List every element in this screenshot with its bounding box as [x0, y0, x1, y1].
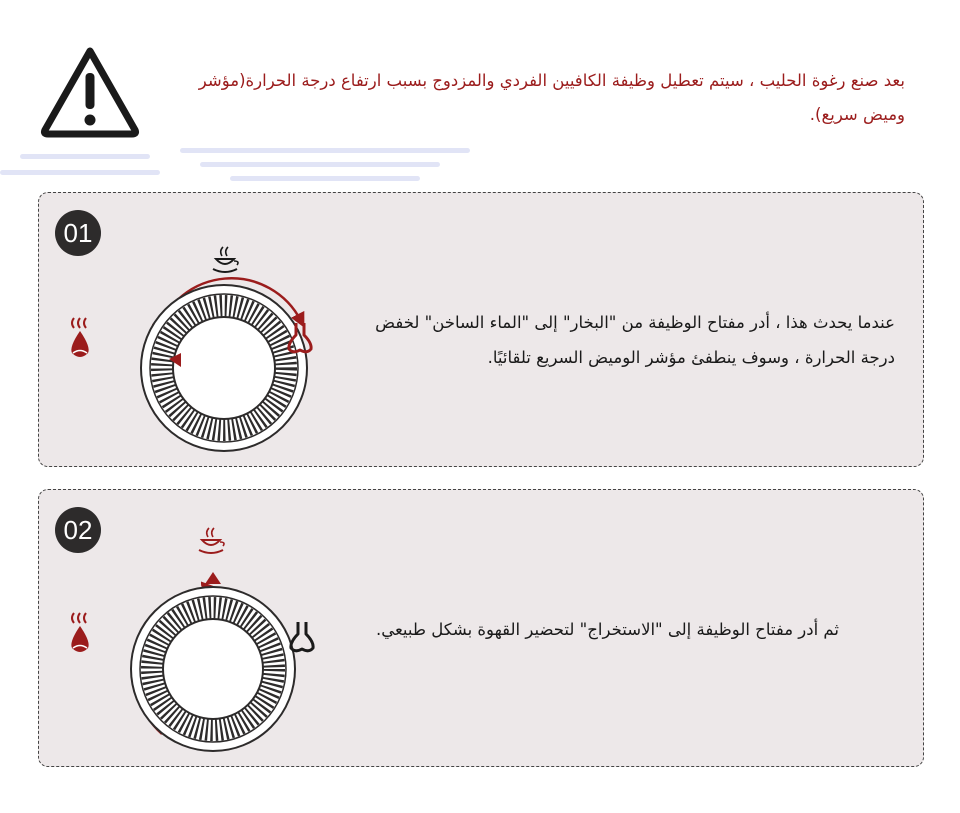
knob-dial [141, 285, 307, 451]
coffee-cup-icon [213, 247, 238, 272]
warning-icon [40, 46, 140, 138]
hot-water-icon [65, 612, 95, 656]
pointer-marker [205, 572, 221, 584]
step-2-text: ثم أدر مفتاح الوظيفة إلى "الاستخراج" لتحضير القهوة بشكل طبيعي. [375, 620, 839, 639]
step-2-panel [38, 489, 924, 767]
step-number-badge: 02 [55, 507, 101, 553]
coffee-cup-icon [199, 528, 224, 553]
step-number-badge: 01 [55, 210, 101, 256]
steam-icon [285, 321, 315, 357]
step-1-text: عندما يحدث هذا ، أدر مفتاح الوظيفة من "البخار" إلى "الماء الساخن" لخفض درجة الحرارة ، وسوف ينطفئ مؤشر الوميض السريع تلقائيًا. [375, 313, 895, 367]
step-1-panel [38, 192, 924, 467]
knob-dial [131, 587, 295, 751]
function-knob[interactable] [99, 213, 359, 463]
hot-water-icon [65, 317, 95, 361]
warning-message: بعد صنع رغوة الحليب ، سيتم تعطيل وظيفة الكافيين الفردي والمزدوج بسبب ارتفاع درجة الحرارة(مؤشر وميض سريع). [198, 71, 905, 124]
steam-icon [287, 620, 317, 656]
faint-artifact [0, 140, 480, 192]
